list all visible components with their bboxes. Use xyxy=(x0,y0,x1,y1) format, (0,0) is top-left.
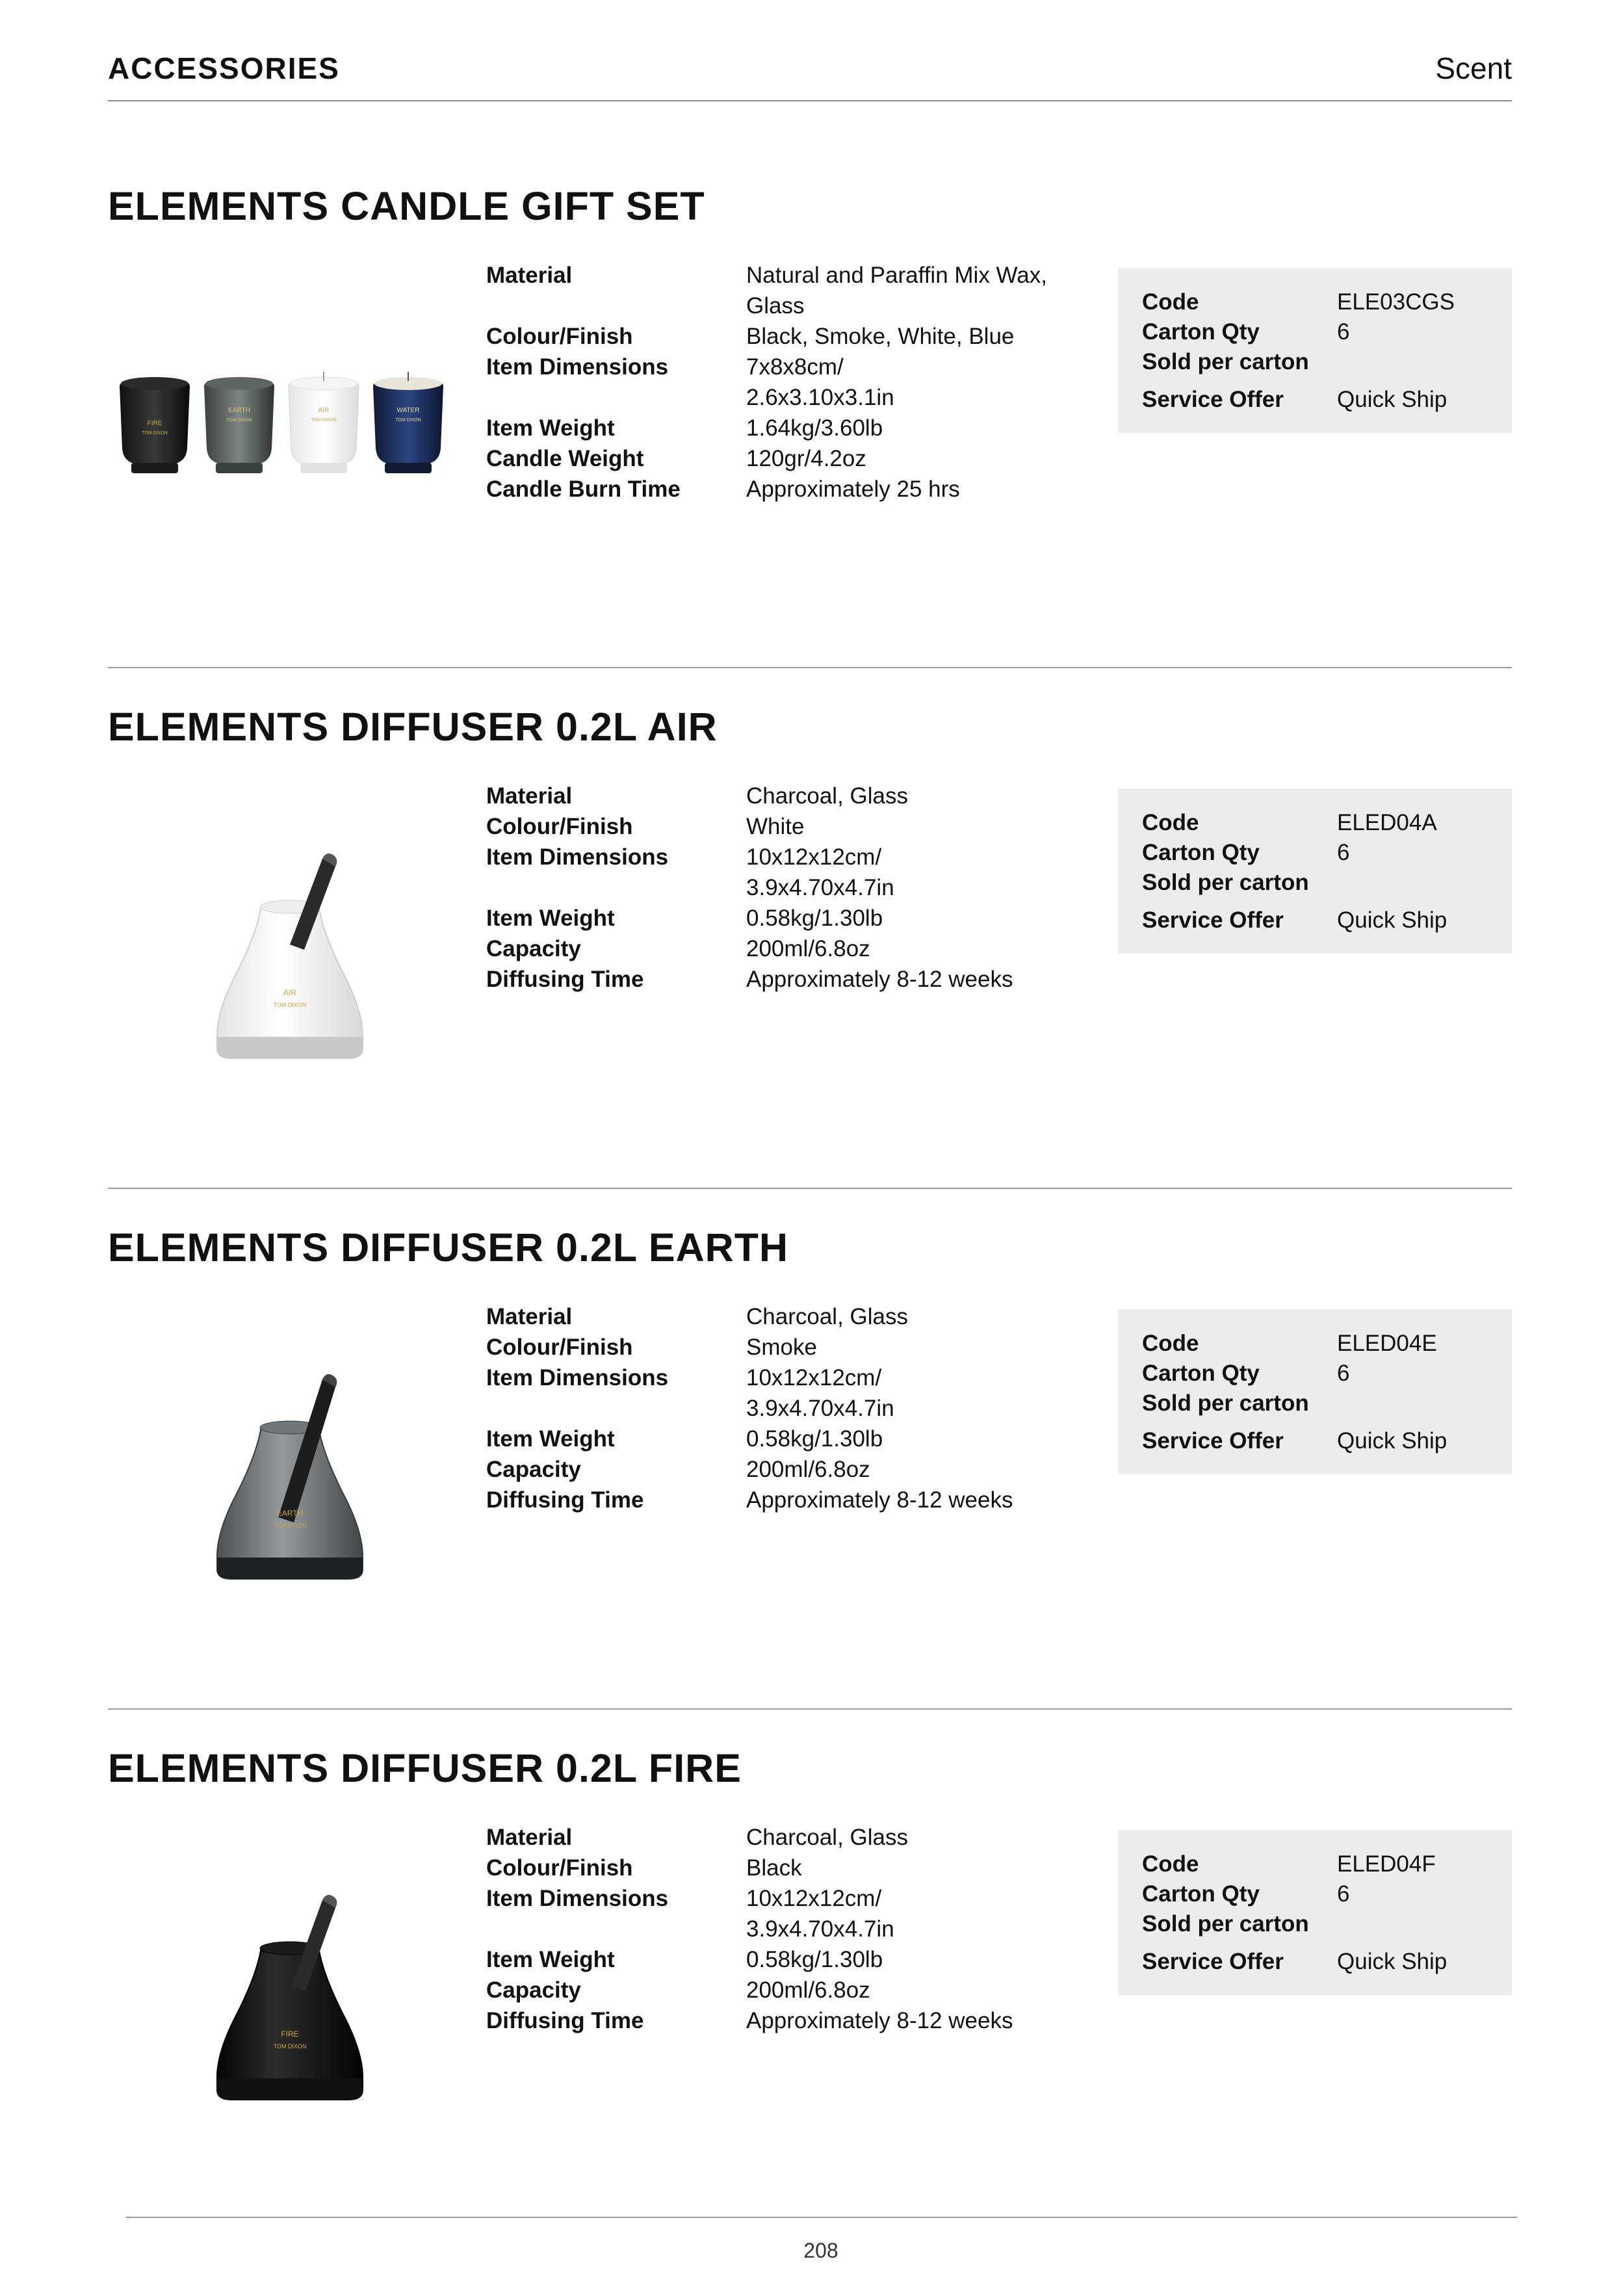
spec-row: Item Weight 1.64kg/3.60lb xyxy=(486,415,883,441)
candle-air-label: AIR xyxy=(318,407,330,414)
carton-row: Carton Qty 6 xyxy=(1142,840,1350,865)
spec-row: Candle Burn Time Approximately 25 hrs xyxy=(486,476,960,502)
candle-air-brand: TOM DIXON xyxy=(311,418,337,423)
spec-row: Item Weight 0.58kg/1.30lb xyxy=(486,1426,883,1452)
product-code: ELE03CGS xyxy=(1337,289,1455,315)
category-title: ACCESSORIES xyxy=(108,51,340,85)
code-row: Code ELED04F xyxy=(1142,1849,1337,1879)
footer-divider xyxy=(126,2217,1517,2218)
order-info-box xyxy=(1118,1309,1512,1474)
diffuser-fire-brand: TOM DIXON xyxy=(273,2043,307,2050)
spec-row: Item Weight 0.58kg/1.30lb xyxy=(486,906,883,931)
order-info-box xyxy=(1118,1830,1512,1995)
spec-row: Material Natural and Paraffin Mix Wax, xyxy=(486,263,1047,288)
spec-row: Material Charcoal, Glass xyxy=(486,783,908,809)
sold-per-carton-row: Sold per carton xyxy=(1142,1390,1309,1416)
product-code: ELED04F xyxy=(1337,1851,1436,1877)
spec-list xyxy=(486,781,1097,995)
service-row: Service Offer Quick Ship xyxy=(1142,907,1448,933)
spec-row: Material Charcoal, Glass xyxy=(486,1304,908,1329)
diffuser-fire-label: FIRE xyxy=(281,2029,299,2039)
code-row: Code ELE03CGS xyxy=(1142,287,1337,317)
product-diffuser-earth xyxy=(108,1225,1512,1628)
spec-row: Capacity 200ml/6.8oz xyxy=(486,1977,870,2003)
spec-row: Colour/Finish Smoke xyxy=(486,1335,817,1360)
product-title: ELEMENTS DIFFUSER 0.2L AIR xyxy=(108,705,718,749)
service-row: Service Offer Quick Ship xyxy=(1142,1428,1448,1454)
candle-earth xyxy=(204,377,274,473)
spec-row: Item Weight 0.58kg/1.30lb xyxy=(486,1947,883,1972)
spec-row: Item Dimensions 7x8x8cm/ xyxy=(486,354,844,380)
spec-row: Colour/Finish Black, Smoke, White, Blue xyxy=(486,324,1015,349)
spec-list xyxy=(486,1301,1097,1515)
spec-row: Item Dimensions 10x12x12cm/ xyxy=(486,1886,882,1911)
section-divider xyxy=(108,667,1512,668)
candle-gift-set-image xyxy=(114,372,465,489)
spec-row: Item Dimensions 10x12x12cm/ xyxy=(486,844,882,870)
candle-fire-brand: TOM DIXON xyxy=(142,431,168,436)
candle-earth-label: EARTH xyxy=(228,407,250,414)
spec-row: Diffusing Time Approximately 8-12 weeks xyxy=(486,2008,1013,2033)
spec-row: Item Dimensions 10x12x12cm/ xyxy=(486,1365,882,1390)
product-title: ELEMENTS DIFFUSER 0.2L EARTH xyxy=(108,1225,789,1270)
sold-per-carton-row: Sold per carton xyxy=(1142,870,1309,895)
service-row: Service Offer Quick Ship xyxy=(1142,1949,1448,1974)
section-divider xyxy=(108,1188,1512,1189)
spec-row: Colour/Finish Black xyxy=(486,1855,802,1881)
product-candle-gift-set xyxy=(108,183,1512,586)
page-header xyxy=(108,46,1512,101)
section-divider xyxy=(108,1708,1512,1710)
page-number: 208 xyxy=(803,2239,838,2262)
code-row: Code ELED04E xyxy=(1142,1329,1337,1359)
candle-fire xyxy=(120,377,190,473)
sold-per-carton-row: Sold per carton xyxy=(1142,1911,1309,1937)
sold-per-carton-row: Sold per carton xyxy=(1142,349,1309,374)
candle-earth-brand: TOM DIXON xyxy=(226,418,252,423)
product-code: ELED04E xyxy=(1337,1331,1437,1356)
product-diffuser-air xyxy=(108,704,1512,1107)
code-row: Code ELED04A xyxy=(1142,808,1337,838)
order-info-box xyxy=(1118,268,1512,433)
candle-fire-label: FIRE xyxy=(147,420,162,427)
spec-list xyxy=(486,1822,1097,2036)
diffuser-earth-label: EARTH xyxy=(276,1509,304,1518)
spec-row: 3.9x4.70x4.7in xyxy=(746,875,894,900)
diffuser-earth-brand: TOM DIXON xyxy=(273,1522,307,1529)
diffuser-air-label: AIR xyxy=(283,988,297,997)
spec-row: 3.9x4.70x4.7in xyxy=(746,1916,894,1942)
spec-row: Material Charcoal, Glass xyxy=(486,1825,908,1850)
product-title: ELEMENTS DIFFUSER 0.2L FIRE xyxy=(108,1746,742,1790)
spec-row: Capacity 200ml/6.8oz xyxy=(486,936,870,961)
spec-row: 2.6x3.10x3.1in xyxy=(746,385,894,410)
section-title: Scent xyxy=(1435,51,1512,85)
product-diffuser-fire xyxy=(108,1745,1512,2148)
candle-air xyxy=(289,372,359,473)
spec-row: Diffusing Time Approximately 8-12 weeks xyxy=(486,967,1013,992)
spec-row: Candle Weight 120gr/4.2oz xyxy=(486,446,866,471)
spec-row: Colour/Finish White xyxy=(486,814,805,839)
diffuser-air-brand: TOM DIXON xyxy=(273,1002,307,1008)
carton-row: Carton Qty 6 xyxy=(1142,1881,1350,1907)
spec-row: Diffusing Time Approximately 8-12 weeks xyxy=(486,1487,1013,1513)
product-title: ELEMENTS CANDLE GIFT SET xyxy=(108,184,705,228)
service-row: Service Offer Quick Ship xyxy=(1142,387,1448,412)
diffuser-fire-image xyxy=(192,1888,387,2122)
order-info-box xyxy=(1118,789,1512,954)
candle-water-brand: TOM DIXON xyxy=(395,418,421,423)
spec-list xyxy=(486,260,1097,504)
candle-water xyxy=(373,372,443,473)
spec-row: Glass xyxy=(746,293,805,319)
candle-water-label: WATER xyxy=(396,407,420,414)
product-code: ELED04A xyxy=(1337,810,1437,835)
carton-row: Carton Qty 6 xyxy=(1142,319,1350,345)
spec-row: Capacity 200ml/6.8oz xyxy=(486,1457,870,1482)
spec-row: 3.9x4.70x4.7in xyxy=(746,1396,894,1421)
diffuser-earth-image xyxy=(192,1368,387,1602)
diffuser-air-image xyxy=(192,847,387,1081)
carton-row: Carton Qty 6 xyxy=(1142,1361,1350,1386)
